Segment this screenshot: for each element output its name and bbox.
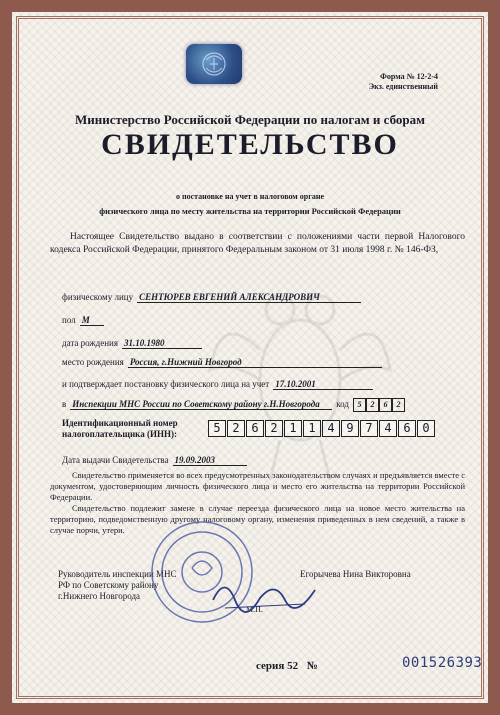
number-sign: № — [306, 660, 318, 672]
code-digit: 5 — [353, 398, 366, 412]
serial-number: 001526393 — [402, 655, 483, 671]
form-number — [369, 72, 438, 92]
role-line-3: г.Нижнего Новгорода — [58, 591, 141, 601]
signatory-name: Егорычева Нина Викторовна — [300, 569, 411, 579]
copy-note: Экз. единственный — [368, 82, 438, 91]
replacement-paragraph: Свидетельство подлежит замене в случае переезда физического лица на новое место жительства на территорию, подведомственную другому налоговому органу, изменения приведенных в нем сведений, а также в случае порчи, утери. — [50, 503, 465, 535]
person-row — [62, 287, 361, 305]
inn-digit: 5 — [208, 420, 226, 437]
confirms-date: 17.10.2001 — [273, 379, 373, 390]
form-number-text: Форма № 12-2-4 — [380, 72, 438, 81]
usage-paragraph: Свидетельство применяется во всех предусмотренных законодательством случаях и предъявляется вместе с документом, удостоверяющим личность физического лица и место его жительства на территории Российской Федерации. — [50, 470, 465, 502]
inn-digit: 2 — [227, 420, 245, 437]
in-label: в — [62, 399, 67, 409]
person-label: физическому лицу — [62, 292, 134, 302]
inspection-row — [62, 394, 405, 412]
issue-value: 19.09.2003 — [173, 455, 247, 466]
document-title: СВИДЕТЕЛЬСТВО — [101, 128, 399, 161]
inn-boxes — [208, 419, 436, 437]
inn-label-line-2: налогоплательщика (ИНН): — [62, 429, 177, 439]
issue-label: Дата выдачи Свидетельства — [62, 455, 169, 465]
ministry-name: Министерство Российской Федерации по налогам и сборам — [75, 112, 425, 127]
hologram-emblem-icon — [186, 44, 242, 84]
pob-label: место рождения — [62, 357, 124, 367]
inn-digit: 6 — [246, 420, 264, 437]
inn-digit: 1 — [284, 420, 302, 437]
code-digit: 6 — [379, 398, 392, 412]
code-label: код — [336, 399, 349, 409]
role-line-2: РФ по Советскому району — [58, 580, 159, 590]
series-value: 52 — [287, 660, 299, 672]
dob-row — [62, 333, 202, 351]
inn-digit: 9 — [341, 420, 359, 437]
inn-digit: 2 — [265, 420, 283, 437]
subtitle-line-2: физического лица по месту жительства на территории Российской Федерации — [99, 206, 401, 216]
confirms-row — [62, 374, 373, 392]
inn-digit: 4 — [322, 420, 340, 437]
inspection-value: Инспекции МНС России по Советскому району г.Н.Новгорода — [70, 399, 332, 410]
confirms-label: и подтверждает постановку физического лица на учет — [62, 379, 270, 389]
pob-value: Россия, г.Нижний Новгород — [128, 357, 382, 368]
series-label: серия — [256, 660, 285, 672]
inn-digit: 4 — [379, 420, 397, 437]
inn-digit: 6 — [398, 420, 416, 437]
subtitle-line-1: о постановке на учет в налоговом органе — [175, 192, 324, 201]
pob-row — [62, 352, 382, 370]
mp-label: М.П. — [246, 605, 263, 614]
code-digit: 2 — [392, 398, 405, 412]
issue-row — [62, 450, 247, 468]
series-row — [256, 660, 318, 672]
sex-label: пол — [62, 315, 76, 325]
dob-label: дата рождения — [62, 338, 118, 348]
inn-label — [62, 418, 178, 440]
sex-value: М — [80, 315, 104, 326]
dob-value: 31.10.1980 — [122, 338, 202, 349]
role-line-1: Руководитель инспекции МНС — [58, 569, 177, 579]
code-digit: 2 — [366, 398, 379, 412]
inn-label-line-1: Идентификационный номер — [62, 418, 178, 428]
sex-row — [62, 310, 104, 328]
handwritten-signature-icon — [205, 570, 325, 620]
inn-digit: 1 — [303, 420, 321, 437]
inn-digit: 0 — [417, 420, 435, 437]
code-boxes — [353, 394, 405, 411]
inn-digit: 7 — [360, 420, 378, 437]
intro-paragraph: Настоящее Свидетельство выдано в соответствии с положениями части первой Налогового кодекса Российской Федерации, принятого Федеральным законом от 31 июля 1998 г. № 146-ФЗ, — [50, 232, 465, 255]
person-value: СЕНТЮРЕВ ЕВГЕНИЙ АЛЕКСАНДРОВИЧ — [137, 292, 361, 303]
